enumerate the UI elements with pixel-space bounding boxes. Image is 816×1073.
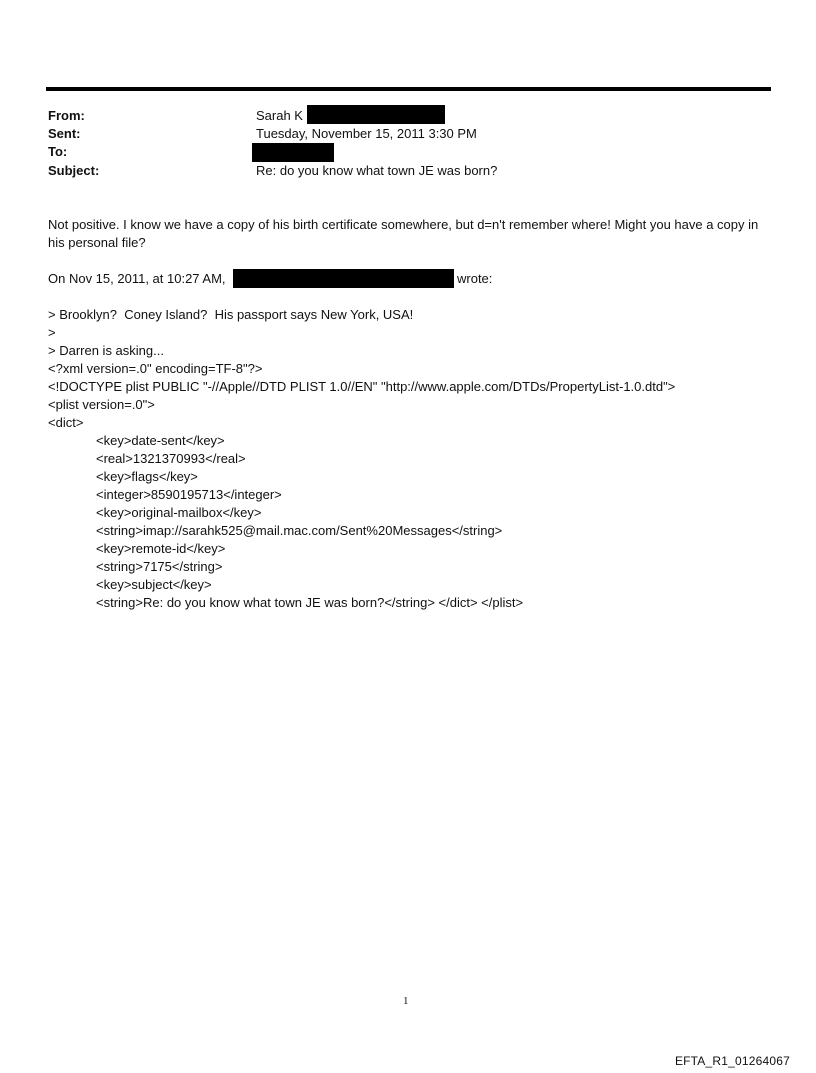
sent-value: Tuesday, November 15, 2011 3:30 PM bbox=[256, 126, 477, 141]
quoted-line: > Darren is asking... bbox=[48, 343, 164, 358]
quote-intro-start: On Nov 15, 2011, at 10:27 AM, bbox=[48, 271, 226, 286]
header-divider bbox=[46, 87, 771, 91]
dict-line: <integer>8590195713</integer> bbox=[96, 487, 282, 502]
dict-line: <key>date-sent</key> bbox=[96, 433, 225, 448]
to-label: To: bbox=[48, 144, 68, 159]
dict-line: <real>1321370993</real> bbox=[96, 451, 246, 466]
redaction-box bbox=[307, 105, 445, 124]
dict-line: <string>7175</string> bbox=[96, 559, 223, 574]
redaction-box bbox=[252, 143, 334, 162]
document-id: EFTA_R1_01264067 bbox=[674, 1054, 790, 1068]
xml-line: <plist version=.0"> bbox=[48, 397, 155, 412]
redaction-box bbox=[233, 269, 454, 288]
quoted-line: > bbox=[48, 325, 56, 340]
from-value: Sarah K bbox=[256, 108, 303, 123]
page-number: 1 bbox=[403, 995, 409, 1007]
xml-line: <dict> bbox=[48, 415, 84, 430]
quote-intro-end: wrote: bbox=[457, 271, 493, 286]
subject-value: Re: do you know what town JE was born? bbox=[256, 163, 498, 178]
sent-label: Sent: bbox=[48, 126, 81, 141]
dict-line: <key>subject</key> bbox=[96, 577, 212, 592]
dict-line: <key>flags</key> bbox=[96, 469, 198, 484]
quoted-line: > Brooklyn? Coney Island? His passport says New York, USA! bbox=[48, 307, 414, 322]
message-paragraph: Not positive. I know we have a copy of his birth certificate somewhere, but d=n't remember where! Might you have a copy in his personal file? bbox=[48, 217, 759, 250]
dict-line: <string>Re: do you know what town JE was born?</string> </dict> </plist> bbox=[96, 595, 524, 610]
dict-line: <string>imap://sarahk525@mail.mac.com/Sent%20Messages</string> bbox=[96, 523, 503, 538]
dict-line: <key>original-mailbox</key> bbox=[96, 505, 262, 520]
from-label: From: bbox=[48, 108, 85, 123]
xml-line: <?xml version=.0" encoding=TF-8"?> bbox=[48, 361, 263, 376]
xml-line: <!DOCTYPE plist PUBLIC "-//Apple//DTD PLIST 1.0//EN" "http://www.apple.com/DTDs/PropertyList-1.0.dtd"> bbox=[48, 379, 676, 394]
subject-label: Subject: bbox=[48, 163, 100, 178]
dict-line: <key>remote-id</key> bbox=[96, 541, 226, 556]
